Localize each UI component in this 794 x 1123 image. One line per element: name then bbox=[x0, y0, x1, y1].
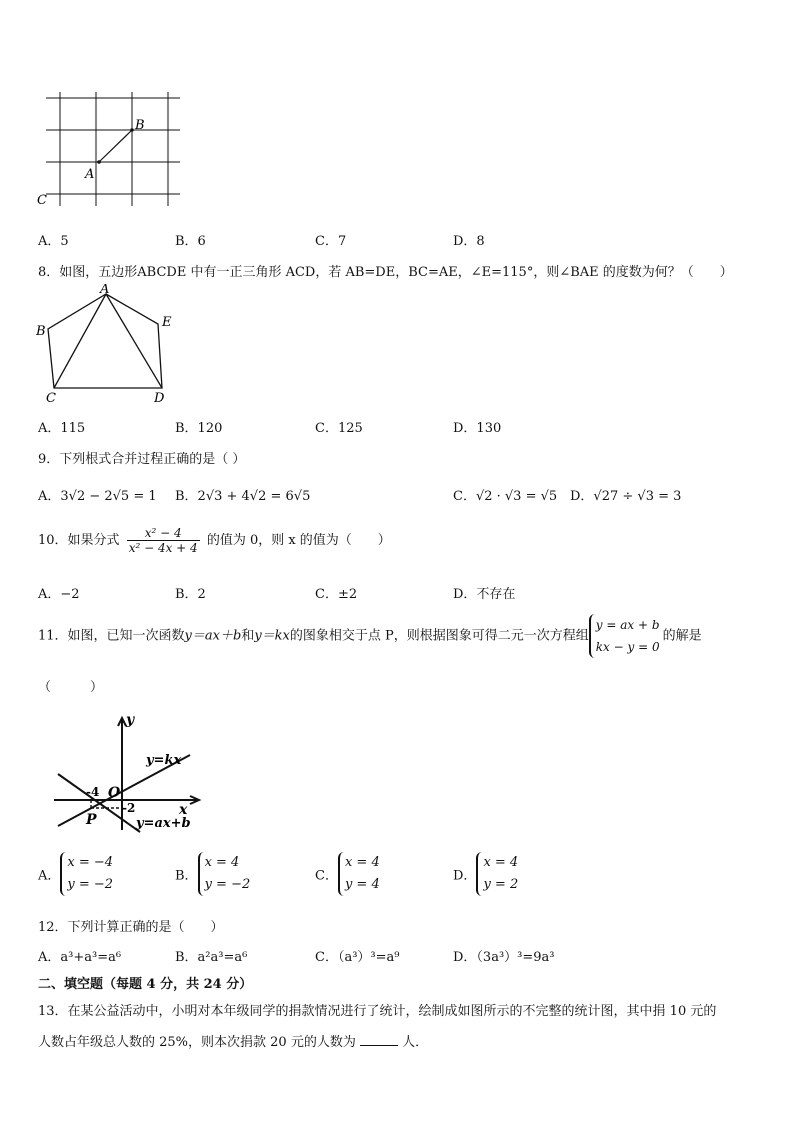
q11-text-b: 和 bbox=[241, 628, 255, 644]
q8-label-d: D bbox=[154, 391, 165, 406]
q8-option-a: A．115 bbox=[38, 421, 86, 436]
q11-line-kx-label: y=kx bbox=[146, 753, 182, 768]
q9-text: 9．下列根式合并过程正确的是（ ） bbox=[38, 452, 246, 467]
q10-stem bbox=[38, 526, 391, 555]
q12-option-c: C．（a³）³=a⁹ bbox=[315, 950, 400, 965]
q10-fraction bbox=[127, 526, 200, 555]
q10-option-a: A．−2 bbox=[38, 587, 80, 602]
q10-option-b: B．2 bbox=[175, 587, 206, 602]
q8-pentagon-figure bbox=[34, 284, 184, 406]
q11-option-b-letter: B． bbox=[175, 868, 198, 884]
q9-option-c: C．√2 · √3 = √5 bbox=[453, 489, 558, 504]
q11-tick-y-label: -2 bbox=[122, 801, 136, 815]
q11-option-d-line2: y = 2 bbox=[483, 877, 519, 892]
q11-option-d bbox=[453, 852, 521, 896]
q11-option-d-system bbox=[476, 852, 521, 896]
q12-text: 12．下列计算正确的是（ ） bbox=[38, 920, 224, 935]
q8-option-d: D．130 bbox=[453, 421, 502, 436]
q11-y-axis-label: y bbox=[126, 712, 135, 728]
q11-text-a: 11．如图，已知一次函数 bbox=[38, 628, 185, 644]
q10-prefix: 10．如果分式 bbox=[38, 533, 120, 548]
q7-label-b: B bbox=[135, 118, 145, 133]
q11-option-a-letter: A． bbox=[38, 868, 61, 884]
q10-option-c: C．±2 bbox=[315, 587, 358, 602]
q13-line1: 13．在某公益活动中，小明对本年级同学的捐款情况进行了统计，绘制成如图所示的不完整的统计图，其中捐 10 元的 bbox=[38, 1004, 717, 1019]
q11-sys-line2: kx − y = 0 bbox=[595, 640, 660, 654]
section-2-title: 二、填空题（每题 4 分，共 24 分） bbox=[38, 977, 253, 992]
q9-option-d: D．√27 ÷ √3 = 3 bbox=[570, 489, 682, 504]
q8-label-c: C bbox=[46, 391, 56, 406]
q8-option-b: B．120 bbox=[175, 421, 223, 436]
q13-line2-a: 人数占年级总人数的 25%，则本次捐款 20 元的人数为 bbox=[38, 1035, 356, 1050]
q11-option-c-line2: y = 4 bbox=[344, 877, 380, 892]
q11-option-c-line1: x = 4 bbox=[344, 855, 380, 870]
q11-stem bbox=[38, 614, 702, 658]
q7-label-c: C bbox=[37, 193, 47, 208]
q11-option-b bbox=[175, 852, 253, 896]
q12-option-d: D．（3a³）³=9a³ bbox=[453, 950, 555, 965]
q11-option-d-letter: D． bbox=[453, 868, 477, 884]
q11-option-a-line2: y = −2 bbox=[67, 877, 114, 892]
q9-option-b: B．2√3 + 4√2 = 6√5 bbox=[175, 489, 311, 504]
q11-option-c-system bbox=[338, 852, 383, 896]
q11-point-p-label: P bbox=[86, 812, 97, 828]
q11-option-c bbox=[315, 852, 383, 896]
q7-option-d: D．8 bbox=[453, 234, 485, 249]
q8-text: 8．如图，五边形ABCDE 中有一正三角形 ACD，若 AB=DE，BC=AE，∠E=115°，则∠BAE 的度数为何？（ ） bbox=[38, 265, 733, 280]
q12-option-a: A．a³+a³=a⁶ bbox=[38, 950, 122, 965]
q11-origin-label: O bbox=[108, 785, 121, 801]
q11-x-axis-label: x bbox=[179, 802, 188, 818]
q11-line-axb-label: y=ax+b bbox=[136, 816, 191, 831]
q11-text-c: 的图象相交于点 P，则根据图象可得二元一次方程组 bbox=[289, 628, 589, 644]
q11-option-a-line1: x = −4 bbox=[67, 855, 114, 870]
q11-sys-line1: y = ax + b bbox=[595, 618, 660, 632]
q8-option-c: C．125 bbox=[315, 421, 363, 436]
q11-option-b-system bbox=[198, 852, 254, 896]
q11-paren: （ ） bbox=[38, 680, 104, 695]
q11-equation-system bbox=[589, 614, 663, 658]
q11-tick-x-label: -4 bbox=[86, 785, 100, 799]
q7-label-a: A bbox=[85, 167, 95, 182]
q9-option-a: A．3√2 − 2√5 = 1 bbox=[38, 489, 157, 504]
q10-fraction-denominator: x² − 4x + 4 bbox=[128, 541, 198, 555]
q13-line2 bbox=[38, 1031, 428, 1050]
q7-option-a: A．5 bbox=[38, 234, 69, 249]
q7-option-c: C．7 bbox=[315, 234, 347, 249]
q7-option-b: B．6 bbox=[175, 234, 206, 249]
q12-option-b: B．a²a³=a⁶ bbox=[175, 950, 248, 965]
q13-answer-blank[interactable] bbox=[360, 1033, 398, 1046]
q11-graph-figure bbox=[48, 712, 208, 838]
q8-label-e: E bbox=[162, 315, 172, 330]
q10-option-d: D．不存在 bbox=[453, 587, 516, 602]
q8-label-a: A bbox=[100, 284, 110, 297]
q11-option-d-line1: x = 4 bbox=[483, 855, 519, 870]
q11-option-a bbox=[38, 852, 116, 896]
q11-fn2: y＝kx bbox=[254, 628, 290, 644]
q11-text-d: 的解是 bbox=[662, 628, 702, 644]
q11-option-a-system bbox=[60, 852, 116, 896]
q10-suffix: 的值为 0，则 x 的值为（ ） bbox=[206, 533, 391, 548]
q11-option-b-line2: y = −2 bbox=[204, 877, 251, 892]
q11-option-c-letter: C． bbox=[315, 868, 338, 884]
q11-fn1: y＝ax＋b bbox=[184, 628, 242, 644]
q7-grid-figure bbox=[34, 88, 184, 213]
q10-fraction-numerator: x² − 4 bbox=[127, 526, 200, 541]
q8-label-b: B bbox=[36, 324, 46, 339]
q13-line2-b: 人． bbox=[402, 1035, 429, 1050]
q11-option-b-line1: x = 4 bbox=[204, 855, 240, 870]
